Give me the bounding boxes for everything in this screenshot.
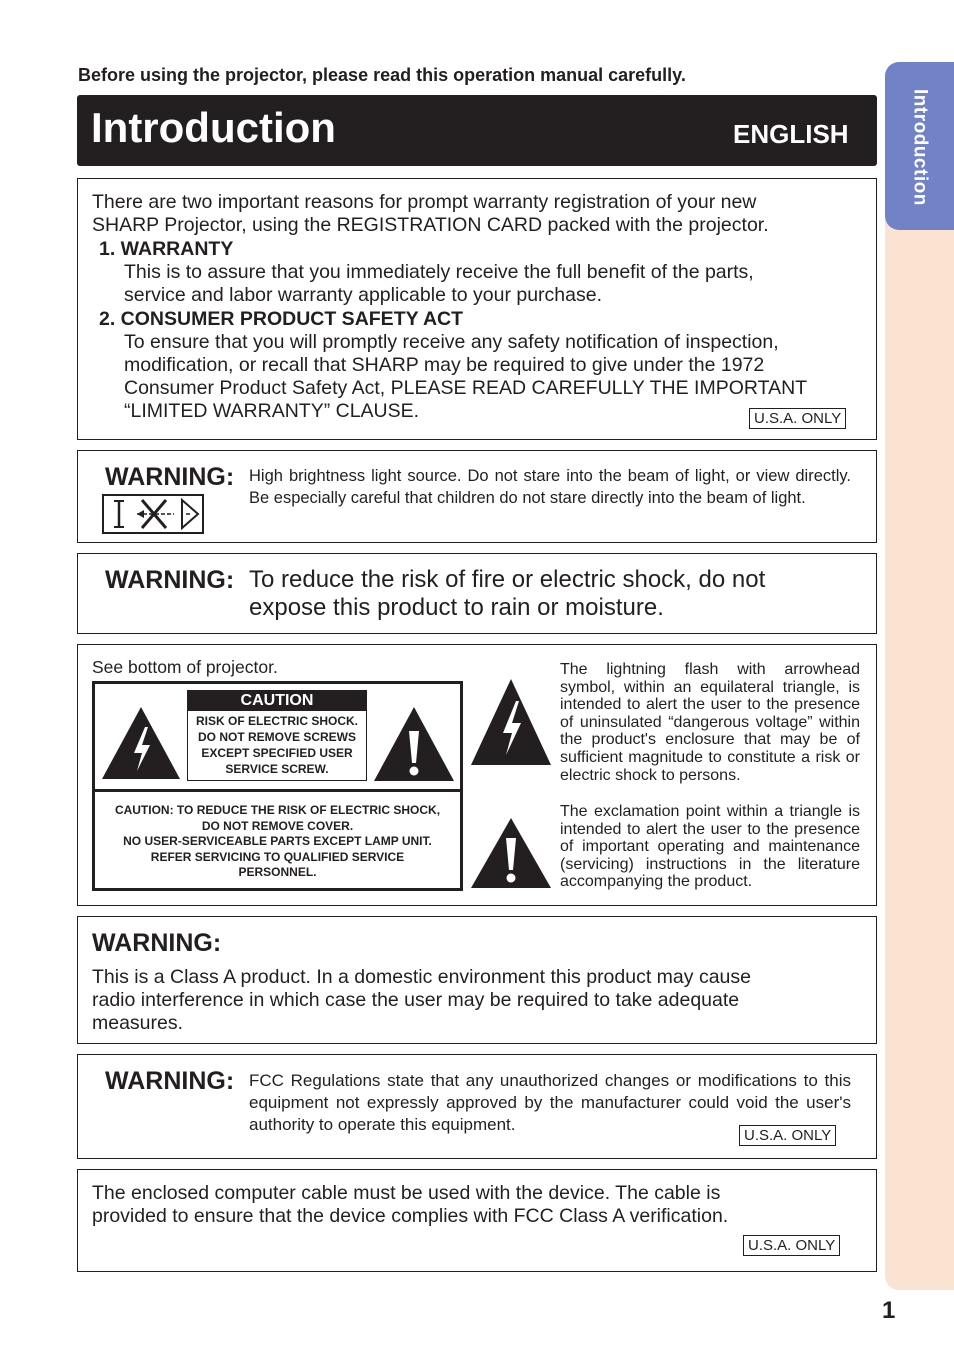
side-strip bbox=[885, 62, 954, 1290]
cable-notice-line-2: provided to ensure that the device complies with FCC Class A verification. bbox=[92, 1205, 729, 1227]
caution-lower-line: DO NOT REMOVE COVER. bbox=[201, 818, 354, 833]
exclamation-explanation: The exclamation point within a triangle is intended to alert the user to the presence of important operating and maintenance (servicing) instructions in the literature accompanying the product. bbox=[560, 803, 860, 891]
warning-label: WARNING: bbox=[105, 463, 235, 491]
fcc-text: FCC Regulations state that any unauthorized changes or modifications to this equipment not expressly approved by the manufacturer could void the user's authority to operate this equipment. bbox=[249, 1071, 851, 1134]
lightning-triangle-icon bbox=[469, 677, 553, 767]
registration-intro-2: SHARP Projector, using the REGISTRATION CARD packed with the projector. bbox=[92, 214, 769, 236]
exclamation-triangle-icon bbox=[372, 705, 456, 783]
section-tab-label-wrap bbox=[885, 62, 954, 230]
read-manual-notice: Before using the projector, please read this operation manual carefully. bbox=[78, 65, 686, 85]
class-a-line-3: measures. bbox=[92, 1012, 184, 1034]
caution-inner-box bbox=[187, 690, 367, 781]
caution-line: DO NOT REMOVE SCREWS bbox=[197, 730, 356, 744]
exclamation-triangle-icon bbox=[469, 816, 553, 890]
caution-line: RISK OF ELECTRIC SHOCK. bbox=[195, 714, 358, 728]
warning-moisture-line-2: expose this product to rain or moisture. bbox=[249, 594, 664, 621]
caution-line: SERVICE SCREW. bbox=[225, 762, 329, 776]
caution-lower-line: NO USER-SERVICEABLE PARTS EXCEPT LAMP UNIT. bbox=[123, 834, 432, 848]
safety-act-text-3: Consumer Product Safety Act, PLEASE READ CAREFULLY THE IMPORTANT bbox=[124, 377, 808, 399]
caution-line: EXCEPT SPECIFIED USER bbox=[201, 746, 353, 760]
lightning-explanation: The lightning flash with arrowhead symbol, within an equilateral triangle, is intended to alert the user to the presence of uninsulated “dangerous voltage” within the product's enclosure that may be of sufficient magnitude to constitute a risk or electric shock to persons. bbox=[560, 661, 860, 784]
usa-only-badge: U.S.A. ONLY bbox=[749, 408, 846, 429]
usa-only-badge: U.S.A. ONLY bbox=[739, 1125, 836, 1146]
section-tab-label: Introduction bbox=[909, 88, 931, 206]
see-bottom-note: See bottom of projector. bbox=[92, 657, 278, 677]
page-number: 1 bbox=[882, 1297, 896, 1324]
lightning-triangle-icon bbox=[100, 705, 182, 781]
caution-lower-line: REFER SERVICING TO QUALIFIED SERVICE bbox=[150, 849, 405, 864]
safety-act-text-1: To ensure that you will promptly receive any safety notification of inspection, bbox=[124, 331, 779, 353]
caution-lower-line: CAUTION: TO REDUCE THE RISK OF ELECTRIC SHOCK, bbox=[114, 803, 441, 817]
no-stare-beam-icon bbox=[102, 494, 204, 534]
cable-notice-line-1: The enclosed computer cable must be used with the device. The cable is bbox=[92, 1182, 721, 1204]
warning-label: WARNING: bbox=[92, 929, 222, 957]
safety-act-text-2: modification, or recall that SHARP may be required to give under the 1972 bbox=[124, 354, 765, 376]
warning-light-text: High brightness light source. Do not stare into the beam of light, or view directly. Be especially careful that children do not stare directly into the beam of light. bbox=[249, 467, 851, 507]
language-label: ENGLISH bbox=[733, 119, 849, 149]
warranty-text-1: This is to assure that you immediately receive the full benefit of the parts, bbox=[124, 261, 754, 283]
page-title: Introduction bbox=[91, 104, 336, 151]
caution-lower-text bbox=[96, 803, 459, 881]
safety-act-text-4: “LIMITED WARRANTY” CLAUSE. bbox=[124, 400, 420, 422]
usa-only-badge: U.S.A. ONLY bbox=[743, 1235, 840, 1256]
caution-title: CAUTION bbox=[188, 691, 366, 711]
class-a-line-2: radio interference in which case the user may be required to take adequate bbox=[92, 989, 740, 1011]
registration-intro-1: There are two important reasons for prompt warranty registration of your new bbox=[92, 191, 757, 213]
warning-label: WARNING: bbox=[105, 566, 235, 594]
class-a-line-1: This is a Class A product. In a domestic environment this product may cause bbox=[92, 966, 751, 988]
caution-lower-line: PERSONNEL. bbox=[238, 865, 317, 879]
warranty-text-2: service and labor warranty applicable to your purchase. bbox=[124, 284, 603, 306]
warning-label: WARNING: bbox=[105, 1067, 235, 1095]
warning-moisture-line-1: To reduce the risk of fire or electric shock, do not bbox=[249, 566, 766, 593]
warranty-heading: 1. WARRANTY bbox=[99, 238, 234, 260]
safety-act-heading: 2. CONSUMER PRODUCT SAFETY ACT bbox=[99, 308, 464, 330]
